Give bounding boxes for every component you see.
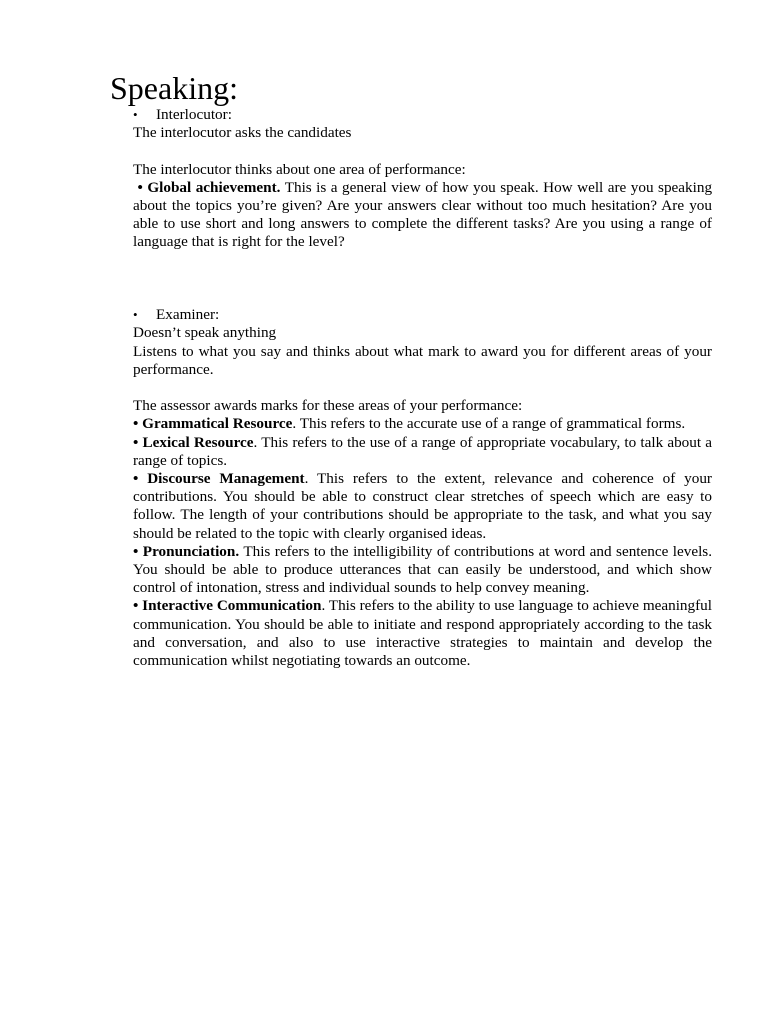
criterion-text: . This refers to the use of a range of appropriate vocabulary, to talk about a range of topics. [133, 433, 712, 469]
criterion-text: . This refers to the extent, relevance and coherence of your contributions. You should be able to construct clear stretches of speech which are easy to follow. The length of your contributions should be appropriate to the task, and what you say should be related to the topic with clearly organised ideas. [133, 469, 712, 542]
criterion-bullet: • [137, 178, 143, 196]
criterion-bullet: • [133, 597, 139, 615]
criterion-name: Grammatical Resource [142, 415, 293, 433]
criterion-name: Global achievement. [147, 178, 281, 196]
examiner-intro: The assessor awards marks for these areas of your performance: [133, 397, 523, 415]
examiner-description: Listens to what you say and thinks about what mark to award you for different areas of your performance. [133, 342, 712, 378]
criterion-name: Discourse Management [147, 469, 305, 487]
bullet-icon: • [133, 307, 138, 323]
examiner-heading [133, 306, 712, 324]
spacer [133, 379, 712, 397]
criterion-bullet: • [133, 415, 139, 433]
criterion-name: Pronunciation. [142, 542, 240, 560]
bullet-icon: • [133, 107, 138, 122]
criterion-paragraph [133, 434, 712, 470]
interlocutor-heading [133, 106, 712, 124]
criterion-name: Lexical Resource [142, 433, 254, 451]
examiner-heading-text: Examiner: [156, 306, 220, 324]
criterion-text: This refers to the intelligibility of contributions at word and sentence levels. You should be able to produce utterances that can easily be understood, and which show control of intonation, stress and individual sounds to help convey meaning. [133, 542, 712, 597]
criterion-paragraph [133, 470, 712, 543]
criterion-text: . This refers to the accurate use of a range of grammatical forms. [292, 415, 686, 433]
criterion-paragraph [133, 415, 712, 433]
spacer [133, 252, 712, 288]
criterion-name: Interactive Communication [142, 597, 322, 615]
spacer [133, 142, 712, 160]
interlocutor-line: The interlocutor asks the candidates [133, 124, 352, 142]
examiner-line: Doesn’t speak anything [133, 324, 277, 342]
criterion-paragraph [133, 597, 712, 670]
criterion-text: . This refers to the ability to use language to achieve meaningful communication. You should be able to initiate and respond appropriately according to the task and conversation, and also to use interactive strategies to maintain and develop the communication whilst negotiating towards an outcome. [133, 597, 712, 669]
criterion-bullet: • [133, 542, 139, 560]
criterion-bullet: • [133, 469, 139, 487]
document-body [133, 106, 712, 670]
criterion-paragraph [133, 543, 712, 598]
criterion-text: This is a general view of how you speak. How well are you speaking about the topics you’re given? Are your answers clear without too much hesitation? Are you able to use short and long answers to complete the different tasks? Are you using a range of language that is right for the level? [133, 178, 713, 251]
page-title: Speaking: [110, 70, 238, 106]
interlocutor-intro: The interlocutor thinks about one area of performance: [133, 160, 466, 178]
interlocutor-heading-text: Interlocutor: [156, 106, 232, 123]
global-achievement-paragraph [133, 179, 712, 252]
spacer [133, 288, 712, 306]
criterion-bullet: • [133, 433, 139, 451]
